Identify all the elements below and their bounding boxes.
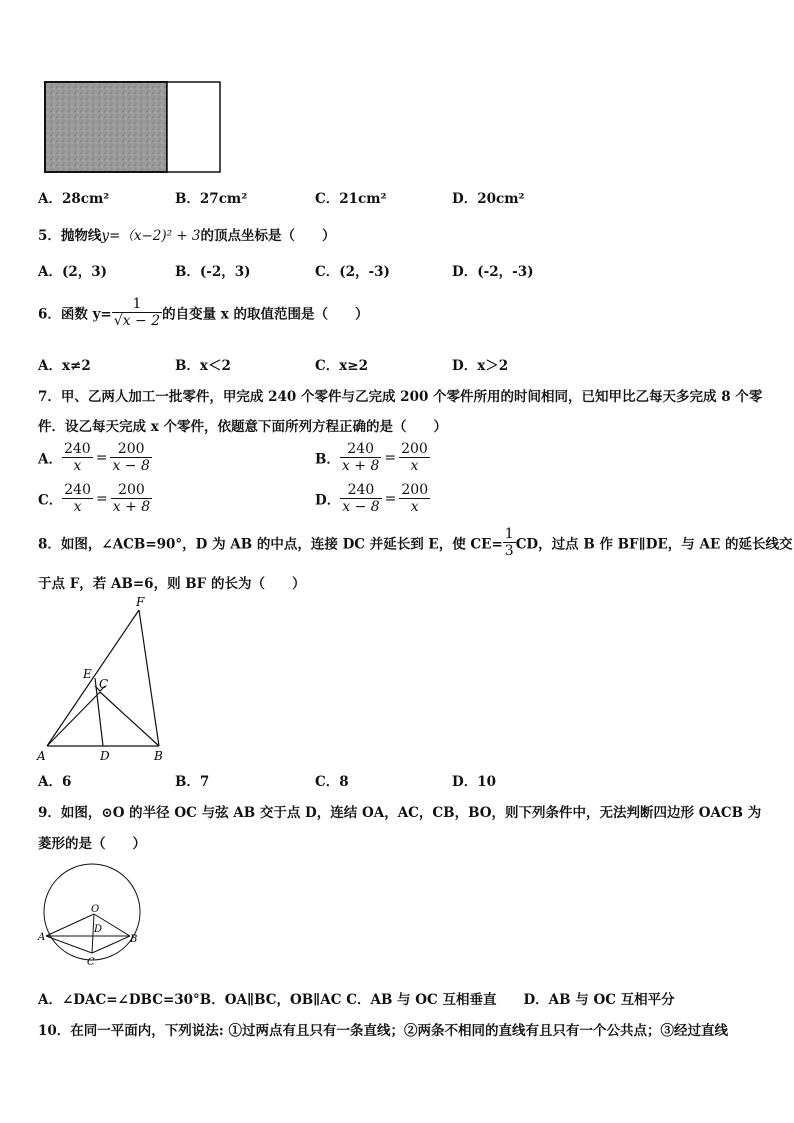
q7-a-left-den xyxy=(62,457,93,474)
q6-frac-den-text: √x − 2 xyxy=(113,313,161,329)
segment-ac xyxy=(47,692,100,746)
q7-b-right-num: 200 xyxy=(401,441,428,457)
q7-c-right-frac xyxy=(111,482,152,515)
q4-option-d[interactable]: D．20cm² xyxy=(452,191,525,207)
q6-option-c[interactable]: C．x≥2 xyxy=(315,358,368,374)
q6-stem xyxy=(38,296,369,329)
q7-a-right-den xyxy=(110,457,151,474)
q6-stem-post: 的自变量 x 的取值范围是（ ） xyxy=(162,306,369,323)
q4-option-a[interactable]: A．28cm² xyxy=(38,191,110,207)
q8-stem-pre: 8．如图，∠ACB=90°，D 为 AB 的中点，连接 DC 并延长到 E，使 CE= xyxy=(38,536,503,553)
q4-option-c[interactable]: C．21cm² xyxy=(315,191,387,207)
label-f: F xyxy=(136,595,145,609)
q7-a-left-num: 240 xyxy=(63,441,91,457)
equals-sign: = xyxy=(384,449,397,466)
label-b: B xyxy=(154,749,163,763)
q7-d-right-den xyxy=(399,498,430,515)
q8-frac-num: 1 xyxy=(504,526,514,542)
q7-d-left-frac xyxy=(340,482,381,515)
q6-fraction xyxy=(112,296,162,329)
q7-d-left-den xyxy=(340,498,381,515)
q7-d-right-den-text: x xyxy=(410,499,419,515)
q4-figure xyxy=(44,80,224,176)
label-c: C xyxy=(87,957,95,968)
q8-option-a[interactable]: A．6 xyxy=(38,774,72,790)
q8-figure-svg xyxy=(30,590,180,765)
q5-option-d[interactable]: D．(-2，-3) xyxy=(452,264,534,280)
label-b: B xyxy=(130,934,138,945)
equals-sign: = xyxy=(95,490,108,507)
q7-option-c-label: C． xyxy=(38,492,63,509)
q7-b-left-frac xyxy=(340,441,381,474)
q6-option-b[interactable]: B．x＜2 xyxy=(175,358,231,374)
q7-option-d-label: D． xyxy=(315,492,341,509)
segment-cb xyxy=(92,936,130,953)
q8-fraction xyxy=(503,526,516,559)
q7-d-left-num: 240 xyxy=(347,482,375,498)
q8-stem-line1 xyxy=(38,526,792,559)
q6-option-d[interactable]: D．x＞2 xyxy=(452,358,509,374)
q9-figure-svg xyxy=(36,858,148,970)
q7-option-c[interactable] xyxy=(38,482,152,515)
q7-c-left-num: 240 xyxy=(64,482,91,498)
segment-ac xyxy=(46,936,92,953)
q7-c-left-frac xyxy=(62,482,93,515)
q8-stem-line2: 于点 F，若 AB=6，则 BF 的长为（ ） xyxy=(38,576,306,592)
q5-function: y=（x−2)² + 3 xyxy=(101,228,201,244)
equals-sign: = xyxy=(384,490,397,507)
q7-b-right-frac xyxy=(399,441,430,474)
q7-a-left-frac xyxy=(62,441,93,474)
q8-frac-den: 3 xyxy=(504,543,514,559)
segment-oa xyxy=(46,914,94,936)
q7-c-right-num: 200 xyxy=(118,482,145,498)
q5-stem-pre: 5．抛物线 xyxy=(38,228,102,244)
q7-d-left-den-text: x − 8 xyxy=(342,499,380,515)
q7-a-right-frac xyxy=(110,441,151,474)
q7-b-right-den xyxy=(399,457,430,474)
label-d: D xyxy=(94,924,103,935)
q8-option-b[interactable]: B．7 xyxy=(175,774,210,790)
q9-options[interactable]: A．∠DAC=∠DBC=30°B．OA∥BC，OB∥AC C．AB 与 OC 互相垂直 D．AB 与 OC 互相平分 xyxy=(38,992,675,1008)
q4-option-b[interactable]: B．27cm² xyxy=(175,191,248,207)
q7-b-left-num: 240 xyxy=(347,441,374,457)
segment-cb xyxy=(100,692,159,746)
q8-option-d[interactable]: D．10 xyxy=(452,774,496,790)
q7-b-right-den-text: x xyxy=(410,458,419,474)
q7-b-left-den-text: x + 8 xyxy=(341,458,380,474)
q7-d-right-frac xyxy=(399,482,430,515)
label-e: E xyxy=(83,667,92,681)
q8-option-c[interactable]: C．8 xyxy=(315,774,349,790)
q7-a-right-num: 200 xyxy=(117,441,145,457)
q7-c-left-den-text: x xyxy=(73,499,82,515)
segment-af xyxy=(47,610,139,746)
q7-stem-line1: 7．甲、乙两人加工一批零件，甲完成 240 个零件与乙完成 200 个零件所用的时间相同，已知甲比乙每天多完成 8 个零 xyxy=(38,389,763,405)
label-o: O xyxy=(91,904,100,915)
q5-option-c[interactable]: C．(2，-3) xyxy=(315,264,390,280)
label-d: D xyxy=(100,749,110,763)
q8-stem-post: CD，过点 B 作 BF∥DE，与 AE 的延长线交 xyxy=(515,536,793,553)
q7-c-right-den-text: x + 8 xyxy=(112,499,151,515)
equals-sign: = xyxy=(95,449,108,466)
q5-stem xyxy=(38,224,336,244)
q7-a-right-den-text: x − 8 xyxy=(112,458,150,474)
label-c: C xyxy=(99,677,109,691)
q7-option-b-label: B． xyxy=(315,451,340,468)
q7-a-left-den-text: x xyxy=(73,458,82,474)
segment-fb xyxy=(139,610,159,746)
q6-frac-den xyxy=(112,312,162,329)
q6-stem-pre: 6．函数 y= xyxy=(38,306,112,323)
q7-c-right-den xyxy=(111,498,152,515)
q7-option-d[interactable] xyxy=(315,482,430,515)
label-a: A xyxy=(38,932,46,943)
label-a: A xyxy=(37,749,46,763)
q5-option-b[interactable]: B．(-2，3) xyxy=(175,264,251,280)
shaded-rectangle xyxy=(45,82,167,172)
q7-d-right-num: 200 xyxy=(401,482,429,498)
q9-figure xyxy=(36,858,148,970)
q5-stem-post: 的顶点坐标是（ ） xyxy=(200,228,336,244)
q6-frac-num: 1 xyxy=(132,296,142,312)
q7-option-b[interactable] xyxy=(315,441,430,474)
q6-option-a[interactable]: A．x≠2 xyxy=(38,358,91,374)
q7-option-a[interactable] xyxy=(38,441,152,474)
q4-figure-svg xyxy=(44,80,224,176)
q7-c-left-den xyxy=(62,498,93,515)
q8-figure xyxy=(30,590,180,765)
q7-b-left-den xyxy=(340,457,381,474)
q9-stem-line2: 菱形的是（ ） xyxy=(38,836,146,852)
q7-stem-line2: 件．设乙每天完成 x 个零件，依题意下面所列方程正确的是（ ） xyxy=(38,419,447,435)
white-square xyxy=(167,82,220,172)
q5-option-a[interactable]: A．(2，3) xyxy=(38,264,108,280)
q7-option-a-label: A． xyxy=(38,451,62,468)
q9-stem-line1: 9．如图，⊙O 的半径 OC 与弦 AB 交于点 D，连结 OA，AC，CB，BO，则下列条件中，无法判断四边形 OACB 为 xyxy=(38,805,762,821)
q10-stem-line1: 10．在同一平面内，下列说法: ①过两点有且只有一条直线；②两条不相同的直线有且只有一个公共点；③经过直线 xyxy=(38,1023,728,1039)
